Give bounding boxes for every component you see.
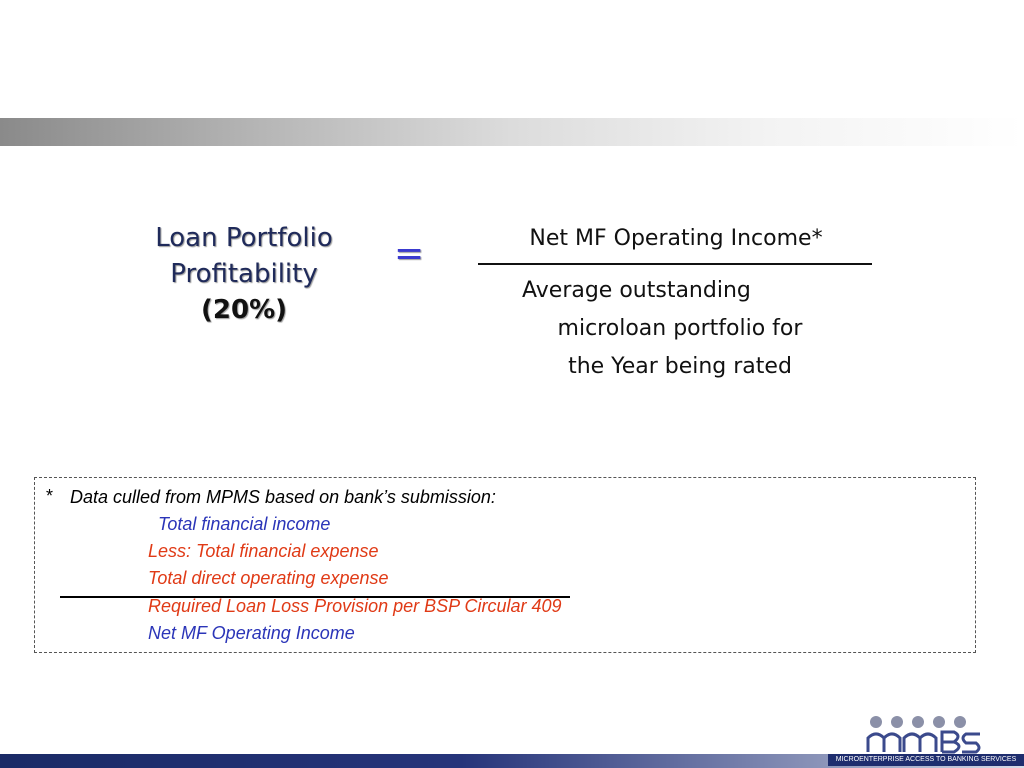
slide-title [128, 220, 360, 328]
header-gradient-band [0, 118, 1024, 146]
denominator-line-2: microloan portfolio for [557, 316, 803, 341]
equals-sign: = [394, 233, 425, 274]
title-line-2: Profitability [170, 259, 318, 289]
svg-text:MABS: MABS [862, 714, 865, 715]
footnote-line-5: Net MF Operating Income [148, 623, 355, 643]
title-line-1: Loan Portfolio [155, 223, 333, 253]
fraction-line [478, 263, 872, 265]
logo-caption: MICROENTERPRISE ACCESS TO BANKING SERVICES [828, 754, 1024, 766]
denominator-line-1: Average outstanding [522, 278, 751, 303]
title-weight: (20%) [201, 295, 287, 325]
formula-numerator: Net MF Operating Income* [529, 226, 823, 251]
footnote-line-4: Required Loan Loss Provision per BSP Circular 409 [148, 596, 562, 616]
footnote-marker: * [46, 486, 54, 506]
footnote-line-1: Total financial income [158, 514, 331, 534]
footnote-heading: Data culled from MPMS based on bank’s submission: [70, 487, 496, 507]
footnote-line-2: Less: Total financial expense [148, 541, 379, 561]
formula-denominator [500, 272, 860, 386]
denominator-line-3: the Year being rated [568, 354, 792, 379]
footnote-line-3: Total direct operating expense [148, 568, 389, 588]
